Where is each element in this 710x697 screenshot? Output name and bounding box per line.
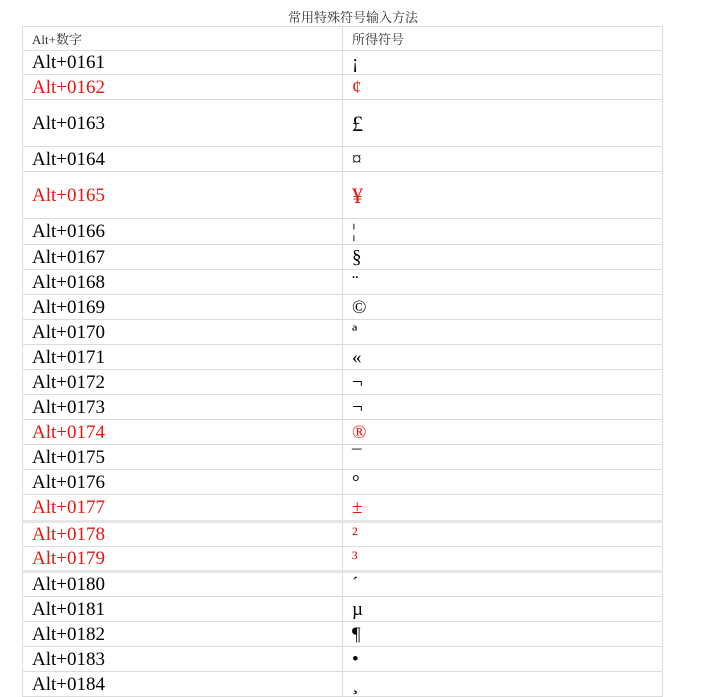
alt-code-cell: Alt+0167 <box>23 245 343 270</box>
table-row <box>23 622 663 647</box>
table-row <box>23 495 663 522</box>
symbol-cell: ¦ <box>343 219 663 245</box>
symbol-cell: ¬ <box>343 370 663 395</box>
alt-code-cell: Alt+0165 <box>23 172 343 219</box>
alt-code-table <box>22 26 663 697</box>
table-row <box>23 445 663 470</box>
symbol-cell: £ <box>343 100 663 147</box>
symbol-cell: § <box>343 245 663 270</box>
symbol-cell: ¢ <box>343 75 663 100</box>
alt-code-cell: Alt+0181 <box>23 597 343 622</box>
symbol-cell: ² <box>343 522 663 547</box>
alt-code-cell: Alt+0171 <box>23 345 343 370</box>
alt-code-cell: Alt+0173 <box>23 395 343 420</box>
header-symbol: 所得符号 <box>343 27 663 51</box>
table-row <box>23 75 663 100</box>
table-row <box>23 470 663 495</box>
table-row <box>23 345 663 370</box>
alt-code-cell: Alt+0172 <box>23 370 343 395</box>
alt-code-cell: Alt+0169 <box>23 295 343 320</box>
table-row <box>23 597 663 622</box>
symbol-cell: « <box>343 345 663 370</box>
symbol-cell: ¨ <box>343 270 663 295</box>
symbol-cell: © <box>343 295 663 320</box>
table-row <box>23 100 663 147</box>
table-row <box>23 672 663 697</box>
symbol-cell: ® <box>343 420 663 445</box>
alt-code-cell: Alt+0184 <box>23 672 343 697</box>
table-row <box>23 147 663 172</box>
table-row <box>23 370 663 395</box>
alt-code-cell: Alt+0163 <box>23 100 343 147</box>
table-row <box>23 572 663 597</box>
symbol-cell: ± <box>343 495 663 522</box>
table-row <box>23 172 663 219</box>
symbol-cell: ¸ <box>343 672 663 697</box>
symbol-cell: ¶ <box>343 622 663 647</box>
alt-code-cell: Alt+0180 <box>23 572 343 597</box>
table-row <box>23 295 663 320</box>
alt-code-cell: Alt+0183 <box>23 647 343 672</box>
alt-code-cell: Alt+0178 <box>23 522 343 547</box>
symbol-cell: µ <box>343 597 663 622</box>
alt-code-cell: Alt+0166 <box>23 219 343 245</box>
table-header-row <box>23 27 663 51</box>
symbol-cell: ª <box>343 320 663 345</box>
symbol-cell: ¤ <box>343 147 663 172</box>
symbol-cell: ´ <box>343 572 663 597</box>
alt-code-cell: Alt+0179 <box>23 547 343 572</box>
symbol-cell: ³ <box>343 547 663 572</box>
table-row <box>23 420 663 445</box>
symbol-cell: ¬ <box>343 395 663 420</box>
alt-code-cell: Alt+0161 <box>23 51 343 75</box>
alt-code-cell: Alt+0177 <box>23 495 343 522</box>
table-row <box>23 522 663 547</box>
alt-code-cell: Alt+0182 <box>23 622 343 647</box>
alt-code-cell: Alt+0164 <box>23 147 343 172</box>
table-row <box>23 647 663 672</box>
table-caption: 常用特殊符号输入方法 <box>287 10 418 25</box>
table-row <box>23 51 663 75</box>
symbol-cell: ¡ <box>343 51 663 75</box>
table-row <box>23 245 663 270</box>
alt-code-cell: Alt+0176 <box>23 470 343 495</box>
alt-code-cell: Alt+0174 <box>23 420 343 445</box>
table-row <box>23 219 663 245</box>
alt-code-cell: Alt+0170 <box>23 320 343 345</box>
header-alt-code: Alt+数字 <box>23 27 343 51</box>
table-row <box>23 270 663 295</box>
alt-code-cell: Alt+0175 <box>23 445 343 470</box>
alt-code-cell: Alt+0168 <box>23 270 343 295</box>
table-row <box>23 320 663 345</box>
table-row <box>23 547 663 572</box>
symbol-cell: ¥ <box>343 172 663 219</box>
symbol-cell: ° <box>343 470 663 495</box>
table-row <box>23 395 663 420</box>
symbol-cell: • <box>343 647 663 672</box>
symbol-cell: ¯ <box>343 445 663 470</box>
alt-code-cell: Alt+0162 <box>23 75 343 100</box>
